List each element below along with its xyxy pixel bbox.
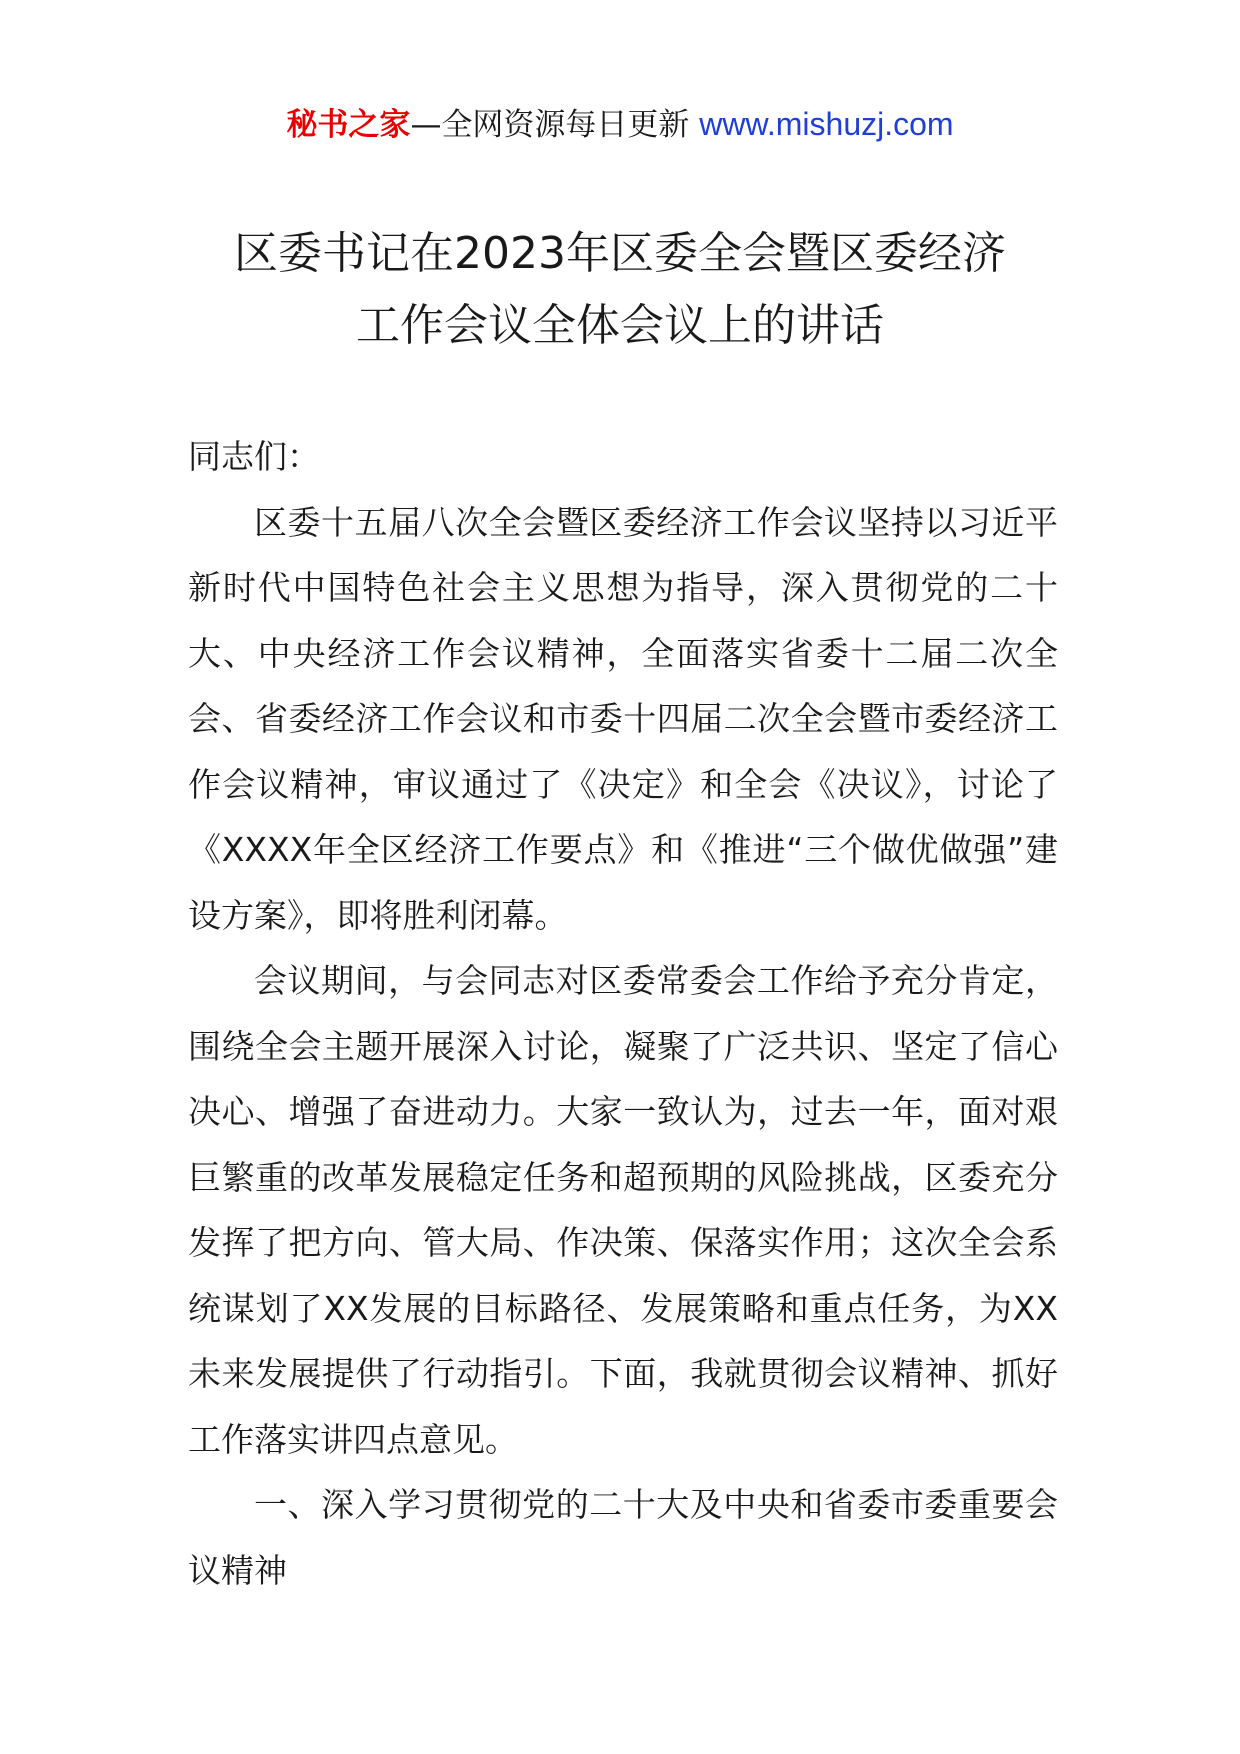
site-header: [0, 100, 1240, 149]
site-slogan: —全网资源每日更新: [410, 107, 690, 143]
site-url-link[interactable]: www.mishuzj.com: [699, 106, 954, 142]
title-line-1: 区委书记在2023年区委全会暨区委经济: [234, 228, 1006, 279]
document-body: [188, 424, 1058, 1603]
document-title: [150, 218, 1090, 362]
site-brand: 秘书之家: [286, 107, 411, 143]
section-heading-1: 一、深入学习贯彻党的二十大及中央和省委市委重要会议精神: [188, 1485, 1058, 1590]
title-line-2: 工作会议全体会议上的讲话: [356, 300, 884, 351]
paragraph-meeting-summary: 会议期间，与会同志对区委常委会工作给予充分肯定，围绕全会主题开展深入讨论，凝聚了广泛共识、坚定了信心决心、增强了奋进动力。大家一致认为，过去一年，面对艰巨繁重的改革发展稳定任务和超预期的风险挑战，区委充分发挥了把方向、管大局、作决策、保落实作用；这次全会系统谋划了XX发展的目标路径、发展策略和重点任务，为XX未来发展提供了行动指引。下面，我就贯彻会议精神、抓好工作落实讲四点意见。: [188, 961, 1058, 1459]
paragraph-opening: 区委十五届八次全会暨区委经济工作会议坚持以习近平新时代中国特色社会主义思想为指导，深入贯彻党的二十大、中央经济工作会议精神，全面落实省委十二届二次全会、省委经济工作会议和市委十四届二次全会暨市委经济工作会议精神，审议通过了《决定》和全会《决议》，讨论了《XXXX年全区经济工作要点》和《推进“三个做优做强”建设方案》，即将胜利闭幕。: [188, 502, 1058, 935]
salutation: 同志们：: [188, 437, 320, 476]
